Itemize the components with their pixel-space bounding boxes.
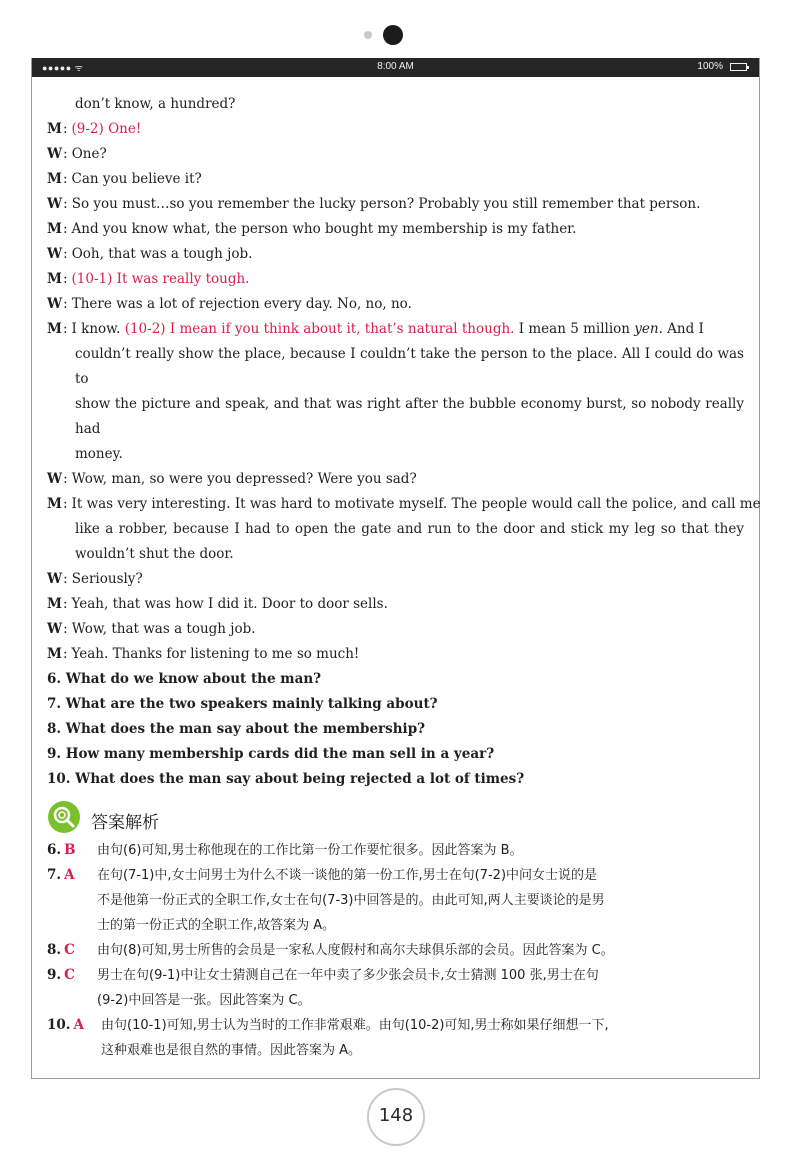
dialogue-text: Ooh, that was a tough job.	[71, 246, 253, 262]
battery-percent: 100%	[697, 61, 723, 72]
dialogue-text: Seriously?	[71, 571, 143, 587]
speaker-label: M	[47, 121, 62, 137]
dialogue-line	[47, 567, 744, 592]
speaker-colon: :	[62, 121, 68, 137]
dialogue-line	[47, 217, 744, 242]
status-time: 8:00 AM	[377, 61, 414, 72]
dialogue-line	[47, 467, 744, 492]
speaker-colon: :	[62, 321, 68, 337]
dialogue-text: Wow, man, so were you depressed? Were you sad?	[71, 471, 417, 487]
answer-number	[47, 838, 76, 863]
answer-item	[47, 938, 744, 963]
answer-letter: C	[64, 967, 75, 983]
camera-lens	[383, 25, 403, 45]
answer-explanation-line: 这种艰难也是很自然的事情。因此答案为 A。	[101, 1043, 362, 1058]
answer-letter: A	[73, 1017, 84, 1033]
speaker-label: M	[47, 171, 62, 187]
speaker-colon: :	[63, 196, 68, 212]
dialogue-text: I know.	[71, 321, 125, 337]
speaker-label: M	[47, 646, 62, 662]
question-item: 8. What does the man say about the membership?	[47, 721, 426, 737]
answer-item	[47, 1013, 744, 1063]
dialogue-text: Can you believe it?	[71, 171, 202, 187]
answer-number	[47, 938, 75, 963]
answer-index: 8.	[47, 942, 62, 958]
dialogue-italic: yen	[634, 321, 659, 337]
dialogue-text: money.	[75, 446, 123, 462]
speaker-label: W	[47, 196, 63, 212]
dialogue-text: One?	[71, 146, 107, 162]
dialogue-line	[47, 342, 744, 392]
dialogue-line	[47, 617, 744, 642]
signal-wifi-icon: ●●●●● ᯤ	[42, 63, 84, 73]
dialogue-line	[47, 92, 744, 117]
answer-index: 10.	[47, 1017, 71, 1033]
answer-index: 9.	[47, 967, 62, 983]
answer-explanation-line: 由句(10-1)可知,男士认为当时的工作非常艰难。由句(10-2)可知,男士称如果仔细想一下,	[101, 1018, 609, 1033]
speaker-label: W	[47, 471, 63, 487]
answer-explanation-line: 在句(7-1)中,女士问男士为什么不谈一谈他的第一份工作,男士在句(7-2)中问女士说的是	[97, 868, 598, 883]
speaker-label: W	[47, 571, 63, 587]
dialogue-text: And you know what, the person who bought my membership is my father.	[71, 221, 577, 237]
speaker-colon: :	[63, 296, 68, 312]
page-number: 148	[367, 1088, 425, 1146]
dialogue-text: don’t know, a hundred?	[75, 96, 236, 112]
answer-letter: A	[64, 867, 75, 883]
status-bar	[32, 58, 759, 77]
dialogue-line	[47, 442, 744, 467]
answer-section-title: 答案解析	[91, 813, 159, 833]
question-item: 10. What does the man say about being rejected a lot of times?	[47, 771, 525, 787]
answer-explanation-line: 由句(6)可知,男士称他现在的工作比第一份工作要忙很多。因此答案为 B。	[97, 843, 523, 858]
speaker-label: M	[47, 221, 62, 237]
dialogue-line	[47, 317, 744, 342]
answer-explanation-line: 由句(8)可知,男士所售的会员是一家私人度假村和高尔夫球俱乐部的会员。因此答案为 C。	[97, 943, 614, 958]
answer-number	[47, 963, 75, 988]
answer-list	[47, 838, 744, 1063]
dialogue-text: So you must…so you remember the lucky person? Probably you still remember that person.	[71, 196, 701, 212]
dialogue-text: . And I	[658, 321, 704, 337]
answer-explanation-line: 男士在句(9-1)中让女士猜测自己在一年中卖了多少张会员卡,女士猜测 100 张,男士在句	[97, 968, 599, 983]
dialogue-text: There was a lot of rejection every day. No, no, no.	[71, 296, 412, 312]
speaker-colon: :	[62, 221, 68, 237]
dialogue-highlight: (10-2) I mean if you think about it, that’s natural though.	[124, 321, 515, 337]
question-item: 7. What are the two speakers mainly talking about?	[47, 696, 438, 712]
speaker-label: M	[47, 496, 62, 512]
speaker-label: W	[47, 296, 63, 312]
answer-index: 6.	[47, 842, 62, 858]
speaker-colon: :	[62, 496, 68, 512]
answer-item	[47, 963, 744, 1013]
dialogue-text: Yeah. Thanks for listening to me so much!	[71, 646, 360, 662]
speaker-label: M	[47, 321, 62, 337]
dialogue-line	[47, 167, 744, 192]
speaker-label: W	[47, 146, 63, 162]
speaker-label: M	[47, 271, 62, 287]
dialogue-text: I mean 5 million	[514, 321, 635, 337]
answer-explanation-line: (9-2)中回答是一张。因此答案为 C。	[97, 993, 311, 1008]
answer-explanation-line: 士的第一份正式的全职工作,故答案为 A。	[97, 918, 336, 933]
dialogue-text: like a robber, because I had to open the gate and run to the door and stick my leg so that they	[75, 521, 744, 537]
dialogue-transcript	[47, 92, 761, 667]
speaker-colon: :	[62, 171, 68, 187]
speaker-label: W	[47, 246, 63, 262]
answer-index: 7.	[47, 867, 62, 883]
speaker-label: M	[47, 596, 62, 612]
speaker-colon: :	[63, 146, 68, 162]
dialogue-text: It was very interesting. It was hard to motivate myself. The people would call the police, and call me	[71, 496, 761, 512]
dialogue-line	[47, 292, 744, 317]
speaker-colon: :	[62, 271, 68, 287]
magnifier-icon	[48, 801, 80, 833]
dialogue-line	[47, 592, 744, 617]
answer-number	[47, 863, 75, 888]
dialogue-text: wouldn’t shut the door.	[75, 546, 234, 562]
camera-dot-small	[364, 31, 372, 39]
dialogue-line	[47, 267, 744, 292]
page-content	[47, 92, 761, 1063]
answer-item	[47, 863, 744, 938]
dialogue-text: Wow, that was a tough job.	[71, 621, 256, 637]
dialogue-line	[47, 517, 744, 542]
speaker-colon: :	[63, 621, 68, 637]
speaker-colon: :	[63, 246, 68, 262]
dialogue-line	[47, 242, 744, 267]
dialogue-line	[47, 392, 744, 442]
dialogue-line	[47, 142, 744, 167]
dialogue-text: show the picture and speak, and that was right after the bubble economy burst, so nobody really had	[75, 396, 744, 437]
speaker-colon: :	[63, 471, 68, 487]
dialogue-line	[47, 642, 744, 667]
answer-letter: B	[64, 842, 76, 858]
dialogue-line	[47, 117, 744, 142]
answer-number	[47, 1013, 84, 1038]
battery-icon	[730, 63, 747, 71]
dialogue-text: Yeah, that was how I did it. Door to door sells.	[71, 596, 388, 612]
question-item: 6. What do we know about the man?	[47, 671, 322, 687]
speaker-label: W	[47, 621, 63, 637]
dialogue-line	[47, 542, 744, 567]
answer-section-header	[47, 798, 744, 838]
answer-explanation-line: 不是他第一份正式的全职工作,女士在句(7-3)中回答是的。由此可知,两人主要谈论的是男	[97, 893, 605, 908]
dialogue-text: (9-2) One!	[71, 121, 142, 137]
question-item: 9. How many membership cards did the man sell in a year?	[47, 746, 495, 762]
question-list	[47, 667, 744, 792]
answer-item	[47, 838, 744, 863]
speaker-colon: :	[62, 596, 68, 612]
dialogue-line	[47, 492, 761, 517]
answer-letter: C	[64, 942, 75, 958]
speaker-colon: :	[63, 571, 68, 587]
dialogue-line	[47, 192, 744, 217]
speaker-colon: :	[62, 646, 68, 662]
dialogue-text: (10-1) It was really tough.	[71, 271, 250, 287]
tablet-screen	[31, 58, 760, 1079]
dialogue-text: couldn’t really show the place, because I couldn’t take the person to the place. All I could do was to	[75, 346, 744, 387]
